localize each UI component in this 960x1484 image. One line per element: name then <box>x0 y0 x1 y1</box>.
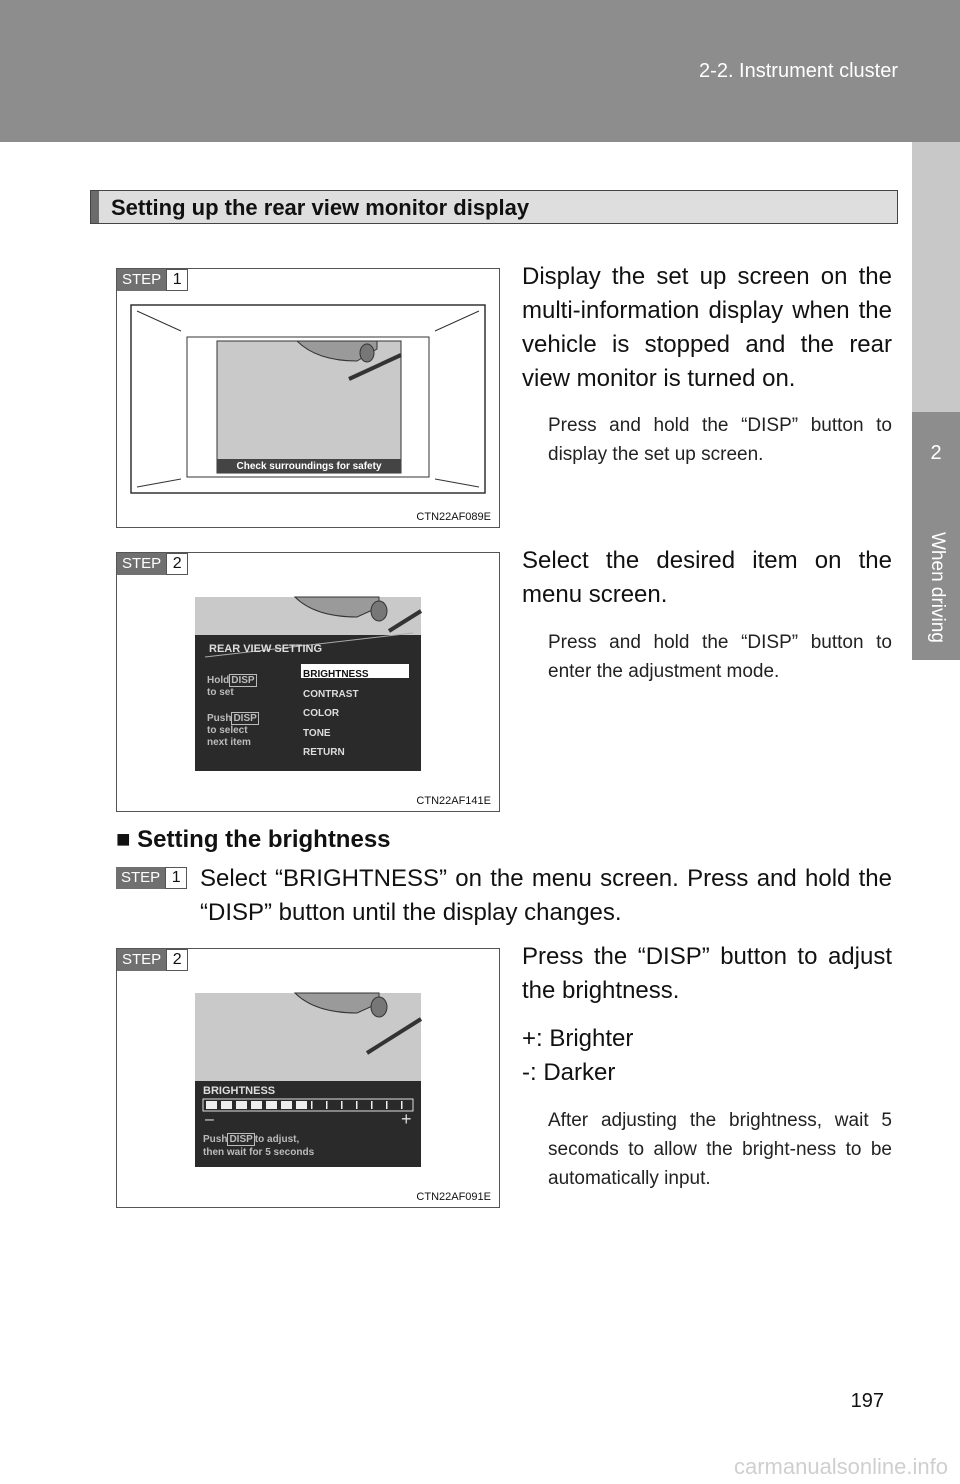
watermark: carmanualsonline.info <box>733 1454 948 1479</box>
step-badge-label: STEP <box>117 269 166 291</box>
step-badge-label: STEP <box>117 949 166 971</box>
figure-code: CTN22AF089E <box>416 511 491 523</box>
level-segment-off <box>401 1101 403 1109</box>
screen-caption: Check surroundings for safety <box>236 461 382 472</box>
step-badge-label: STEP <box>116 867 165 889</box>
level-segment-off <box>386 1101 388 1109</box>
step-badge-label: STEP <box>117 553 166 575</box>
level-segment-off <box>371 1101 373 1109</box>
side-tab-light <box>912 142 960 412</box>
level-segment-on <box>281 1101 292 1109</box>
level-segment-on <box>296 1101 307 1109</box>
level-segment-off <box>356 1101 358 1109</box>
brightness-step1-text: Select “BRIGHTNESS” on the menu screen. Press and hold the “DISP” button until the display changes. <box>200 865 892 926</box>
step-badge-number: 1 <box>165 867 187 889</box>
section-heading-marker <box>91 191 99 223</box>
menu-item: CONTRAST <box>303 688 359 700</box>
figure-step2 <box>116 552 500 812</box>
plus-sign: + <box>401 1109 412 1129</box>
brightness-note: After adjusting the brightness, wait 5 seconds to allow the bright-ness to be automatically input. <box>548 1110 892 1189</box>
menu-items <box>303 665 369 763</box>
level-segment-off <box>311 1101 313 1109</box>
level-segment-on <box>266 1101 277 1109</box>
brightness-step1-badge <box>116 867 187 889</box>
hint-push: Push <box>207 713 232 724</box>
hint-push: Push <box>203 1134 228 1145</box>
menu-item: RETURN <box>303 747 345 758</box>
step-badge <box>117 269 188 291</box>
level-segment-on <box>206 1101 217 1109</box>
figure-code: CTN22AF091E <box>416 1191 491 1203</box>
page-number: 197 <box>850 1390 884 1412</box>
step-badge-number: 2 <box>166 949 188 971</box>
section-heading <box>90 190 898 224</box>
brighter-legend: +: Brighter <box>522 1025 634 1052</box>
step-badge <box>117 949 188 971</box>
section-heading-text: Setting up the rear view monitor display <box>111 195 530 220</box>
hint-disp-box: DISP <box>229 1134 253 1145</box>
figure-code: CTN22AF141E <box>416 795 491 807</box>
figure-step1 <box>116 268 500 528</box>
level-segment-on <box>251 1101 262 1109</box>
figure-brightness-illustration <box>117 949 501 1209</box>
step-badge-number: 2 <box>166 553 188 575</box>
figure-step1-illustration <box>117 269 501 529</box>
brightness-screen-label: BRIGHTNESS <box>203 1085 276 1097</box>
hint-wait: then wait for 5 seconds <box>203 1147 315 1158</box>
brightness-step2-instruction: Press the “DISP” button to adjust the brightness. <box>522 943 892 1004</box>
menu-title: REAR VIEW SETTING <box>209 643 323 655</box>
step2-instruction: Select the desired item on the menu screen. <box>522 547 892 608</box>
side-tab <box>912 142 960 1282</box>
header-section-title: 2-2. Instrument cluster <box>699 60 898 82</box>
step2-note: Press and hold the “DISP” button to enter the adjustment mode. <box>548 632 892 682</box>
side-tab-number: 2 <box>930 442 942 464</box>
hint-hold: Hold <box>207 675 230 686</box>
step1-note: Press and hold the “DISP” button to display the set up screen. <box>548 415 892 465</box>
darker-legend: -: Darker <box>522 1059 616 1086</box>
menu-item: COLOR <box>303 708 340 719</box>
level-segment-on <box>236 1101 247 1109</box>
brightness-heading: ■ Setting the brightness <box>116 826 391 853</box>
menu-item: BRIGHTNESS <box>303 669 369 680</box>
step1-instruction: Display the set up screen on the multi-information display when the vehicle is stopped and the rear view monitor is turned on. <box>522 263 892 392</box>
page-header <box>0 0 960 142</box>
step-badge <box>117 553 188 575</box>
level-segment-off <box>326 1101 328 1109</box>
adjust-hint <box>203 1133 314 1159</box>
hint-to-set: to set <box>207 687 234 698</box>
figure-brightness <box>116 948 500 1208</box>
step-badge-number: 1 <box>166 269 188 291</box>
hint-disp-box: DISP <box>231 675 255 686</box>
hint-to-adjust: to adjust, <box>254 1134 300 1145</box>
menu-item: TONE <box>303 727 331 739</box>
minus-sign: – <box>205 1111 214 1128</box>
level-segment-on <box>221 1101 232 1109</box>
level-segment-off <box>341 1101 343 1109</box>
menu-hint <box>207 675 259 749</box>
hint-next-item: next item <box>207 737 251 748</box>
hint-to-select: to select <box>207 725 248 736</box>
side-tab-label: When driving <box>927 532 948 643</box>
hint-disp-box: DISP <box>233 713 257 724</box>
